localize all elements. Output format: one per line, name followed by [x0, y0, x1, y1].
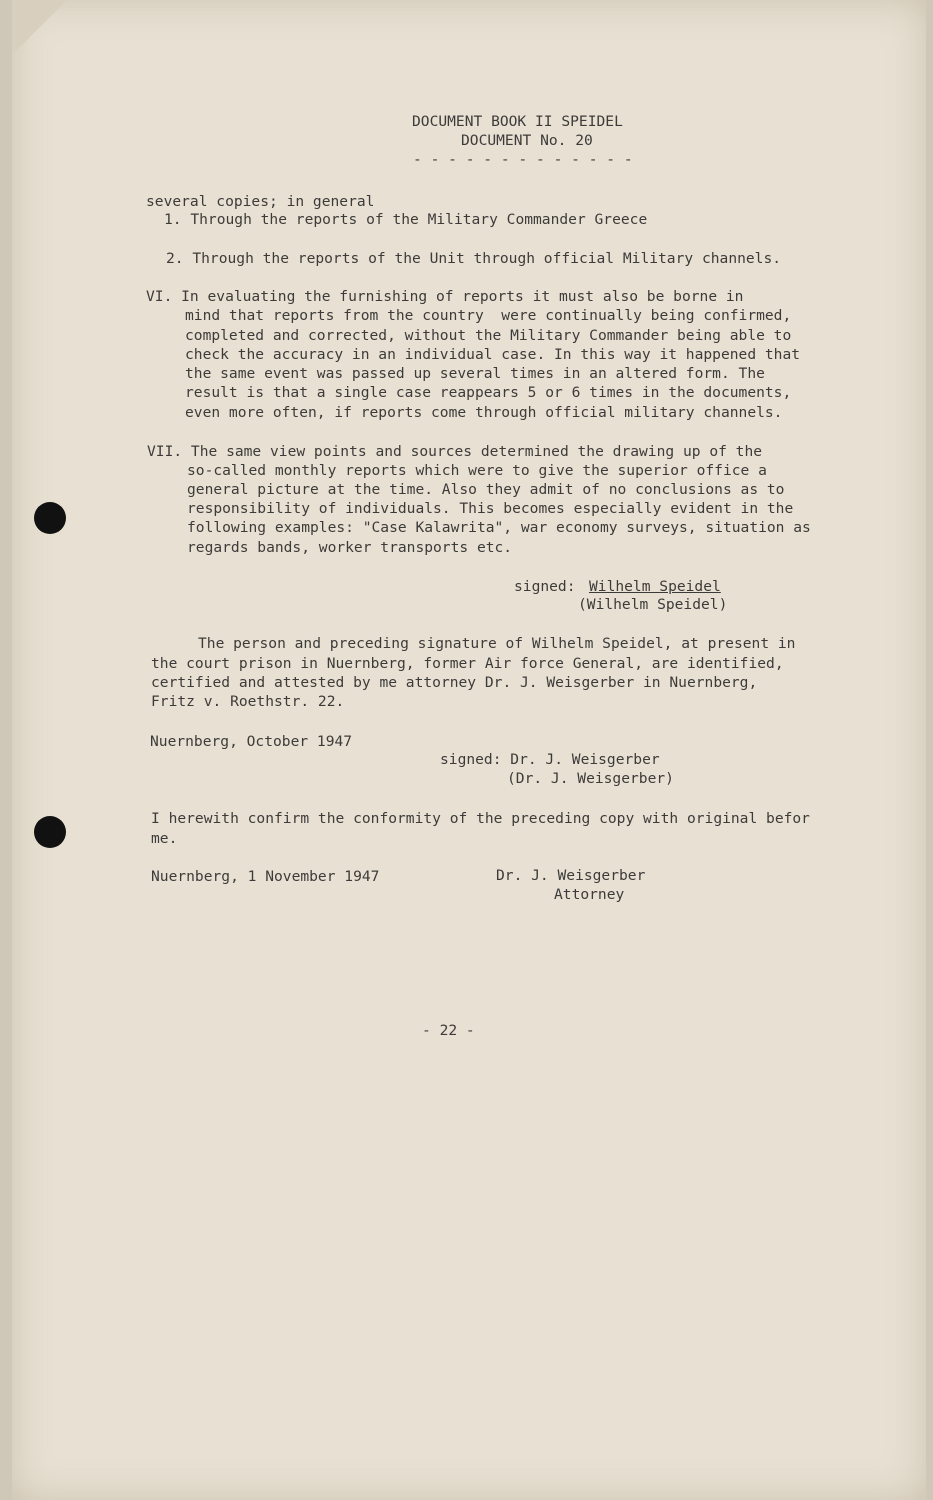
intro-line: several copies; in general: [146, 193, 375, 210]
paragraph-line: regards bands, worker transports etc.: [187, 539, 513, 556]
paragraph-line: check the accuracy in an individual case. In this way it happened that: [185, 346, 801, 363]
signed-line: signed: Dr. J. Weisgerber: [440, 751, 660, 768]
paragraph-line: Fritz v. Roethstr. 22.: [151, 693, 345, 710]
paragraph-line: the same event was passed up several times in an altered form. The: [185, 365, 765, 382]
folded-corner: [12, 0, 67, 55]
signed-name: Wilhelm Speidel: [589, 578, 721, 595]
confirmation-line: I herewith confirm the conformity of the preceding copy with original befor: [151, 810, 810, 827]
intro-item-1: 1. Through the reports of the Military Commander Greece: [164, 211, 648, 228]
date-line: Nuernberg, 1 November 1947: [151, 868, 380, 885]
punch-hole-icon: [34, 502, 66, 534]
document-book-title: DOCUMENT BOOK II SPEIDEL: [412, 113, 623, 130]
paragraph-line: mind that reports from the country were continually being confirmed,: [185, 307, 792, 324]
signed-label: signed:: [514, 578, 576, 595]
document-number: DOCUMENT No. 20: [461, 132, 593, 149]
intro-item-2: 2. Through the reports of the Unit through official Military channels.: [166, 250, 782, 267]
paragraph-line: result is that a single case reappears 5 or 6 times in the documents,: [185, 384, 792, 401]
confirmation-line: me.: [151, 830, 178, 847]
paragraph-line: The person and preceding signature of Wilhelm Speidel, at present in: [198, 635, 796, 652]
paragraph-line: VII. The same view points and sources determined the drawing up of the: [147, 443, 763, 460]
paragraph-line: the court prison in Nuernberg, former Air force General, are identified,: [151, 655, 784, 672]
printed-name: (Dr. J. Weisgerber): [507, 770, 674, 787]
header-rule: - - - - - - - - - - - - -: [413, 151, 633, 168]
attorney-title: Attorney: [554, 886, 625, 903]
paragraph-line: completed and corrected, without the Military Commander being able to: [185, 327, 792, 344]
paragraph-line: even more often, if reports come through official military channels.: [185, 404, 783, 421]
paragraph-line: following examples: "Case Kalawrita", war economy surveys, situation as: [187, 519, 811, 536]
paragraph-line: VI. In evaluating the furnishing of reports it must also be borne in: [146, 288, 744, 305]
punch-hole-icon: [34, 816, 66, 848]
paragraph-line: so-called monthly reports which were to give the superior office a: [187, 462, 767, 479]
attorney-name: Dr. J. Weisgerber: [496, 867, 646, 884]
page-number: - 22 -: [422, 1022, 475, 1039]
document-page: [12, 0, 926, 1500]
printed-name: (Wilhelm Speidel): [578, 596, 728, 613]
paragraph-line: general picture at the time. Also they admit of no conclusions as to: [187, 481, 785, 498]
paragraph-line: certified and attested by me attorney Dr. J. Weisgerber in Nuernberg,: [151, 674, 758, 691]
paragraph-line: responsibility of individuals. This becomes especially evident in the: [187, 500, 794, 517]
date-line: Nuernberg, October 1947: [150, 733, 353, 750]
